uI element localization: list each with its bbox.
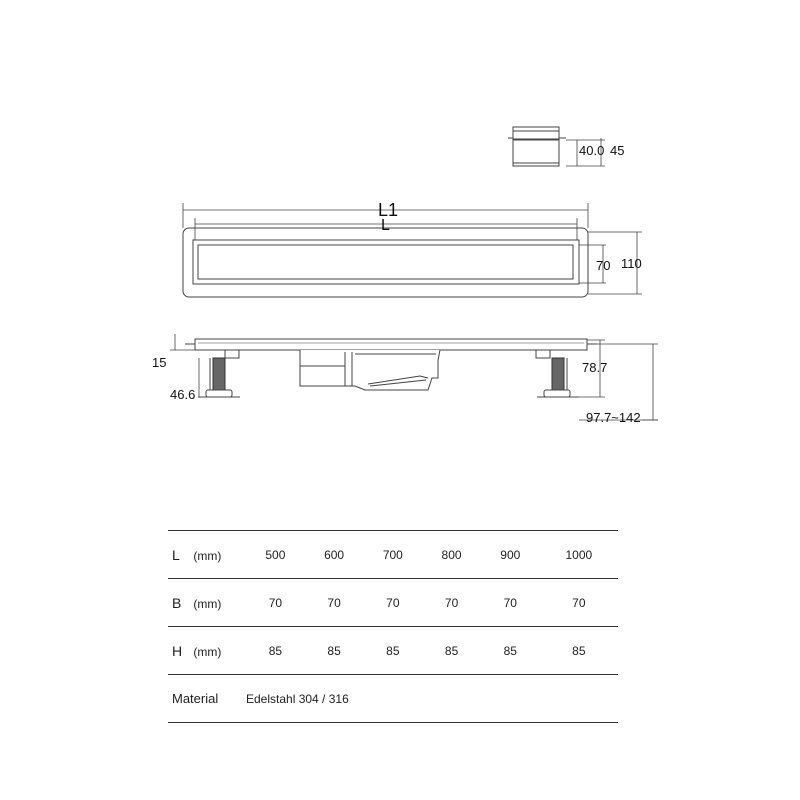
spec-table: [168, 530, 618, 723]
table-cell: 600: [305, 531, 364, 579]
flange-height-label: 15: [152, 355, 167, 370]
table-cell: 70: [422, 579, 481, 627]
total-height-range-label: 97.7~142: [586, 410, 641, 425]
outer-width-label: 110: [621, 256, 642, 271]
row-unit: (mm): [193, 644, 222, 659]
foot-height-label: 46.6: [170, 387, 196, 402]
table-row: [168, 579, 618, 627]
overall-length-label: L1: [378, 200, 399, 220]
table-cell: 85: [422, 627, 481, 675]
table-cell: 70: [305, 579, 364, 627]
row-letter: B: [172, 594, 182, 611]
inner-width-label: 70: [596, 258, 611, 273]
material-value: Edelstahl 304 / 316: [246, 675, 618, 723]
row-letter: H: [172, 642, 183, 659]
table-cell: 1000: [540, 531, 618, 579]
top-view: [183, 203, 642, 297]
material-row: [168, 675, 618, 723]
table-cell: 85: [305, 627, 364, 675]
table-cell: 85: [246, 627, 305, 675]
body-height-label: 78.7: [582, 360, 608, 375]
table-cell: 70: [540, 579, 618, 627]
table-cell: 900: [481, 531, 540, 579]
table-row: [168, 627, 618, 675]
row-letter: L: [172, 546, 180, 563]
material-label: Material: [168, 675, 246, 723]
side-view: [170, 334, 658, 420]
table-cell: 500: [246, 531, 305, 579]
row-key: [168, 579, 246, 627]
table-cell: 85: [363, 627, 422, 675]
table-cell: 70: [246, 579, 305, 627]
table-cell: 85: [540, 627, 618, 675]
table-cell: 70: [363, 579, 422, 627]
outer-height-label: 45: [610, 143, 625, 158]
table-row: [168, 531, 618, 579]
row-unit: (mm): [193, 596, 222, 611]
table-cell: 800: [422, 531, 481, 579]
row-key: [168, 627, 246, 675]
row-key: [168, 531, 246, 579]
row-unit: (mm): [193, 548, 222, 563]
table-cell: 85: [481, 627, 540, 675]
length-label: L: [381, 217, 390, 234]
inner-height-label: 40.0: [579, 143, 605, 158]
table-cell: 70: [481, 579, 540, 627]
table-cell: 700: [363, 531, 422, 579]
